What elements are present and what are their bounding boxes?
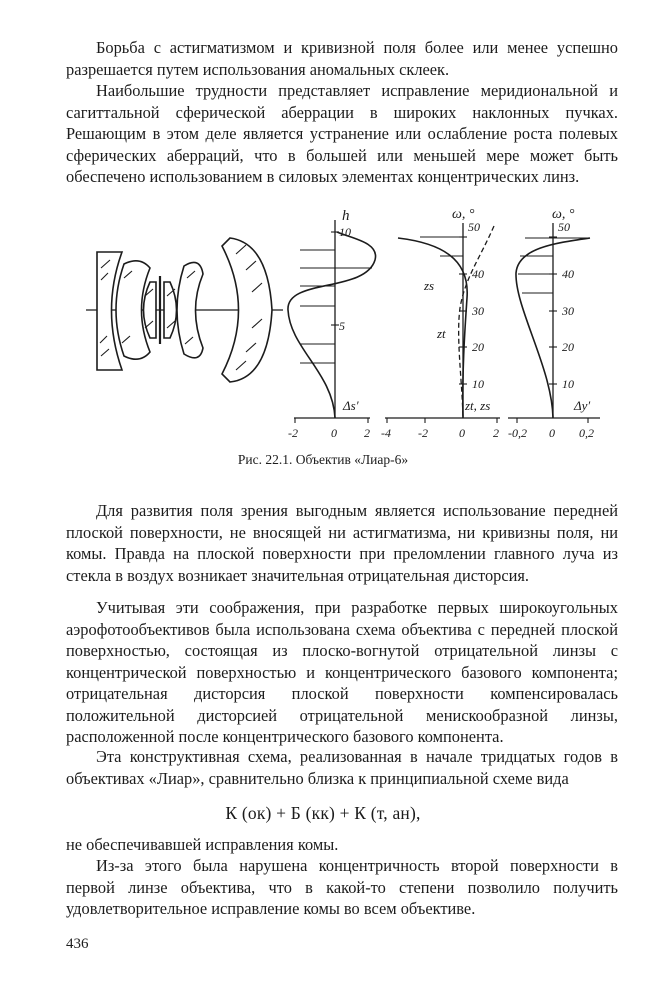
- plot-2-xtick-2: 2: [493, 426, 499, 440]
- plot-3-ytick-20: 20: [562, 340, 574, 354]
- page-number: 436: [66, 936, 89, 952]
- plot-1-xtick-neg2: -2: [288, 426, 298, 440]
- figure-liar-6: [0, 198, 646, 448]
- plot-3-ytick-30: 30: [562, 304, 574, 318]
- figure-caption: Рис. 22.1. Объектив «Лиар-6»: [237, 452, 409, 467]
- paragraph-2: Наибольшие трудности представляет исправление меридиональной и сагиттальной сферической аберрации в широких наклонных пучках. Решающим в этом деле является устранение или ослабление роста полевых сферических аберраций, что в большей или меньшей мере может быть обеспечено использованием в силовых элементах концентрических линз.: [66, 81, 618, 186]
- plot-2-xtick-neg4: -4: [381, 426, 391, 440]
- paragraph-6: не обеспечивавшей исправления комы.: [66, 835, 339, 854]
- plot-2-curve-zs: [398, 238, 467, 418]
- plot-1-xtick-2: 2: [364, 426, 370, 440]
- plot-1: [288, 208, 376, 440]
- base-component-left: [144, 282, 157, 338]
- base-component-right: [164, 282, 177, 338]
- plot-2-label-zs: zs: [424, 278, 435, 293]
- plot-3-ytick-10: 10: [562, 377, 574, 391]
- paragraph-5: Эта конструктивная схема, реализованная в начале тридцатых годов в объективах «Лиар», сравнительно близка к принципиальной схеме вида: [66, 747, 618, 788]
- plot-2-xtick-neg2: -2: [418, 426, 428, 440]
- paragraph-1: Борьба с астигматизмом и кривизной поля более или менее успешно разрешается путем использования аномальных склеек.: [66, 38, 618, 79]
- plot-1-x-label: Δs′: [343, 398, 359, 413]
- lens-diagram: [86, 238, 283, 382]
- plot-3: [508, 207, 600, 440]
- plot-3-ytick-50: 50: [558, 220, 570, 234]
- plot-2-ytick-40: 40: [472, 267, 484, 281]
- paragraph-3: Для развития поля зрения выгодным является использование передней плоской поверхности, не вносящей ни астигматизма, ни кривизны поля, ни комы. Правда на плоской поверхности при преломлении главного луча из стекла в воздух возникает значительная отрицательная дисторсия.: [66, 501, 618, 585]
- plot-2-label-zt: zt: [437, 326, 446, 341]
- plot-1-ytick-5: 5: [339, 319, 345, 333]
- plot-3-ytick-40: 40: [562, 267, 574, 281]
- plot-2-y-label: ω, °: [452, 207, 475, 222]
- paragraph-4: Учитывая эти соображения, при разработке первых широкоугольных аэрофотообъективов была использована схема объектива с передней плоской поверхностью, состоящая из плоско-вогнутой отрицательной линзы с концентрической поверхностью и концентрического базового компонента; отрицательная дисторсия плоской поверхности компенсировалась положительной дисторсией отрицательной менискообразной линзы, расположенной после концентрического базового компонента.: [66, 598, 618, 746]
- plot-1-ytick-10: 10: [339, 225, 351, 239]
- plot-2-x-label: zt, zs: [465, 398, 491, 413]
- plot-1-y-label: h: [342, 208, 350, 224]
- plot-3-xtick-neg02: -0,2: [508, 426, 527, 440]
- plot-3-xtick-0: 0: [549, 426, 555, 440]
- plot-2: [381, 207, 500, 440]
- plot-2-ytick-10: 10: [472, 377, 484, 391]
- plot-2-ytick-20: 20: [472, 340, 484, 354]
- plot-3-x-label: Δy′: [574, 398, 591, 413]
- plot-2-ytick-50: 50: [468, 220, 480, 234]
- plot-3-xtick-02: 0,2: [579, 426, 594, 440]
- plot-1-xtick-0: 0: [331, 426, 337, 440]
- plot-2-ytick-30: 30: [472, 304, 484, 318]
- plot-2-xtick-0: 0: [459, 426, 465, 440]
- paragraph-7: Из-за этого была нарушена концентричность второй поверхности в первой линзе объектива, что в какой-то степени позволило получить удовлетворительное исправление комы во всем объективе.: [66, 856, 618, 918]
- formula: К (ок) + Б (кк) + К (т, ан),: [225, 803, 421, 823]
- plot-3-y-label: ω, °: [552, 207, 575, 222]
